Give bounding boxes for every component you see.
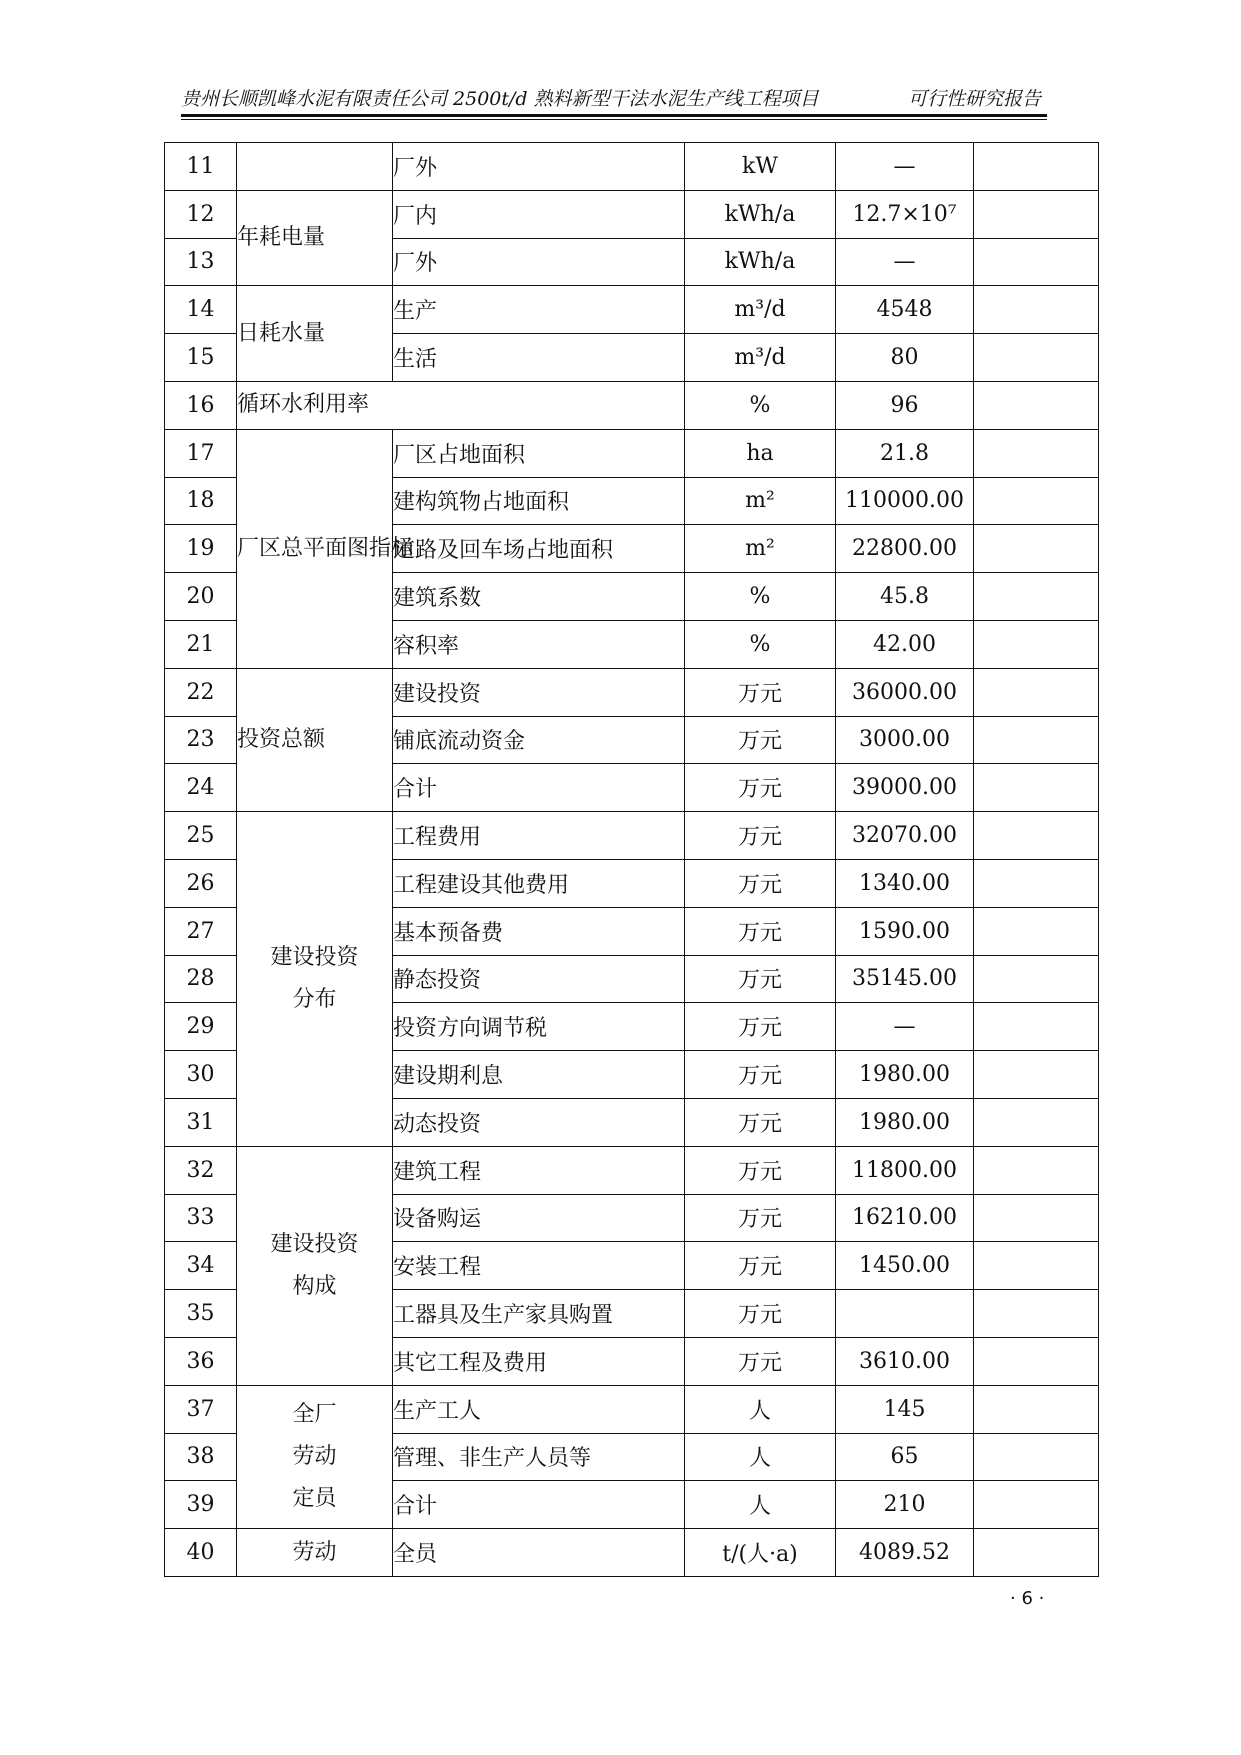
value-cell: 80 — [836, 334, 974, 382]
table-row — [165, 143, 1099, 191]
category-daily-water: 日耗水量 — [237, 286, 393, 382]
value-cell: 1450.00 — [836, 1242, 974, 1290]
unit-cell: 万元 — [685, 1337, 836, 1385]
unit-cell: kWh/a — [685, 190, 836, 238]
value-cell: — — [836, 143, 974, 191]
unit-cell: 万元 — [685, 764, 836, 812]
unit-cell: % — [685, 573, 836, 621]
unit-cell: 万元 — [685, 859, 836, 907]
unit-cell: 万元 — [685, 1290, 836, 1338]
note-cell — [974, 620, 1099, 668]
note-cell — [974, 1290, 1099, 1338]
unit-cell: % — [685, 381, 836, 429]
value-cell: 145 — [836, 1385, 974, 1433]
value-cell: — — [836, 1003, 974, 1051]
category-cell — [237, 143, 393, 191]
row-number: 12 — [165, 190, 237, 238]
item-cell: 厂外 — [393, 238, 685, 286]
note-cell — [974, 381, 1099, 429]
table-row — [165, 190, 1099, 238]
item-cell: 合计 — [393, 1481, 685, 1529]
value-cell: 3000.00 — [836, 716, 974, 764]
value-cell: 65 — [836, 1433, 974, 1481]
unit-cell: m³/d — [685, 334, 836, 382]
row-number: 30 — [165, 1051, 237, 1099]
value-cell: 12.7×10⁷ — [836, 190, 974, 238]
note-cell — [974, 429, 1099, 477]
item-cell: 道路及回车场占地面积 — [393, 525, 685, 573]
value-cell: 32070.00 — [836, 812, 974, 860]
value-cell: 210 — [836, 1481, 974, 1529]
item-cell: 建构筑物占地面积 — [393, 477, 685, 525]
unit-cell: 万元 — [685, 1146, 836, 1194]
unit-cell: 万元 — [685, 1051, 836, 1099]
item-cell: 静态投资 — [393, 955, 685, 1003]
value-cell: 35145.00 — [836, 955, 974, 1003]
value-cell: 16210.00 — [836, 1194, 974, 1242]
item-cell: 建设期利息 — [393, 1051, 685, 1099]
note-cell — [974, 859, 1099, 907]
value-cell: 110000.00 — [836, 477, 974, 525]
unit-cell: 万元 — [685, 1003, 836, 1051]
category-water-recycle: 循环水利用率 — [237, 381, 685, 429]
category-labor: 劳动 — [237, 1529, 393, 1577]
value-cell: 36000.00 — [836, 668, 974, 716]
value-cell: 21.8 — [836, 429, 974, 477]
value-cell: 22800.00 — [836, 525, 974, 573]
unit-cell: kW — [685, 143, 836, 191]
value-cell: 11800.00 — [836, 1146, 974, 1194]
item-cell: 工程建设其他费用 — [393, 859, 685, 907]
note-cell — [974, 812, 1099, 860]
unit-cell: m² — [685, 525, 836, 573]
note-cell — [974, 1242, 1099, 1290]
item-cell: 生活 — [393, 334, 685, 382]
row-number: 16 — [165, 381, 237, 429]
header-project-title: 贵州长顺凯峰水泥有限责任公司 2500t/d 熟料新型干法水泥生产线工程项目 — [181, 88, 819, 110]
item-cell: 其它工程及费用 — [393, 1337, 685, 1385]
note-cell — [974, 907, 1099, 955]
item-cell: 安装工程 — [393, 1242, 685, 1290]
note-cell — [974, 573, 1099, 621]
page-number: · 6 · — [1010, 1588, 1045, 1609]
item-cell: 建筑系数 — [393, 573, 685, 621]
note-cell — [974, 1529, 1099, 1577]
unit-cell: m³/d — [685, 286, 836, 334]
row-number: 40 — [165, 1529, 237, 1577]
table-row — [165, 1529, 1099, 1577]
project-indicator-table — [164, 142, 1099, 1577]
running-header — [181, 84, 1041, 112]
value-cell: — — [836, 238, 974, 286]
item-cell: 生产工人 — [393, 1385, 685, 1433]
item-cell: 厂外 — [393, 143, 685, 191]
unit-cell: 万元 — [685, 1242, 836, 1290]
row-number: 38 — [165, 1433, 237, 1481]
value-cell: 45.8 — [836, 573, 974, 621]
unit-cell: 万元 — [685, 955, 836, 1003]
row-number: 11 — [165, 143, 237, 191]
table-row — [165, 1146, 1099, 1194]
note-cell — [974, 764, 1099, 812]
note-cell — [974, 525, 1099, 573]
category-staffing — [237, 1385, 393, 1528]
note-cell — [974, 1433, 1099, 1481]
unit-cell: t/(人·a) — [685, 1529, 836, 1577]
table-row — [165, 668, 1099, 716]
row-number: 20 — [165, 573, 237, 621]
unit-cell: 人 — [685, 1481, 836, 1529]
note-cell — [974, 286, 1099, 334]
note-cell — [974, 477, 1099, 525]
unit-cell: 人 — [685, 1385, 836, 1433]
row-number: 39 — [165, 1481, 237, 1529]
value-cell: 1590.00 — [836, 907, 974, 955]
unit-cell: m² — [685, 477, 836, 525]
row-number: 21 — [165, 620, 237, 668]
item-cell: 生产 — [393, 286, 685, 334]
value-cell — [836, 1290, 974, 1338]
row-number: 22 — [165, 668, 237, 716]
row-number: 26 — [165, 859, 237, 907]
row-number: 36 — [165, 1337, 237, 1385]
category-investment-distribution-label: 建设投资分布 — [270, 944, 359, 1012]
unit-cell: 万元 — [685, 668, 836, 716]
unit-cell: 万元 — [685, 907, 836, 955]
value-cell: 42.00 — [836, 620, 974, 668]
value-cell: 39000.00 — [836, 764, 974, 812]
note-cell — [974, 238, 1099, 286]
value-cell: 3610.00 — [836, 1337, 974, 1385]
row-number: 32 — [165, 1146, 237, 1194]
item-cell: 建设投资 — [393, 668, 685, 716]
category-investment-composition — [237, 1146, 393, 1385]
category-annual-power: 年耗电量 — [237, 190, 393, 286]
item-cell: 铺底流动资金 — [393, 716, 685, 764]
row-number: 18 — [165, 477, 237, 525]
value-cell: 4548 — [836, 286, 974, 334]
table-row — [165, 812, 1099, 860]
item-cell: 基本预备费 — [393, 907, 685, 955]
row-number: 17 — [165, 429, 237, 477]
row-number: 29 — [165, 1003, 237, 1051]
category-staffing-label: 全厂劳动定员 — [292, 1401, 337, 1511]
note-cell — [974, 1194, 1099, 1242]
note-cell — [974, 1051, 1099, 1099]
unit-cell: kWh/a — [685, 238, 836, 286]
header-report-type: 可行性研究报告 — [907, 88, 1041, 110]
row-number: 25 — [165, 812, 237, 860]
unit-cell: 万元 — [685, 1098, 836, 1146]
item-cell: 投资方向调节税 — [393, 1003, 685, 1051]
note-cell — [974, 1481, 1099, 1529]
item-cell: 厂内 — [393, 190, 685, 238]
item-cell: 全员 — [393, 1529, 685, 1577]
table-row — [165, 1385, 1099, 1433]
header-rule-thin — [181, 119, 1047, 120]
value-cell: 1980.00 — [836, 1051, 974, 1099]
note-cell — [974, 955, 1099, 1003]
value-cell: 1980.00 — [836, 1098, 974, 1146]
value-cell: 1340.00 — [836, 859, 974, 907]
note-cell — [974, 1098, 1099, 1146]
note-cell — [974, 1003, 1099, 1051]
item-cell: 合计 — [393, 764, 685, 812]
table-row — [165, 286, 1099, 334]
row-number: 31 — [165, 1098, 237, 1146]
note-cell — [974, 1385, 1099, 1433]
unit-cell: % — [685, 620, 836, 668]
note-cell — [974, 143, 1099, 191]
note-cell — [974, 1146, 1099, 1194]
row-number: 27 — [165, 907, 237, 955]
note-cell — [974, 716, 1099, 764]
row-number: 35 — [165, 1290, 237, 1338]
header-rule — [181, 114, 1047, 117]
unit-cell: 万元 — [685, 716, 836, 764]
unit-cell: 万元 — [685, 812, 836, 860]
row-number: 15 — [165, 334, 237, 382]
category-investment-composition-label: 建设投资构成 — [270, 1231, 359, 1299]
row-number: 24 — [165, 764, 237, 812]
unit-cell: 万元 — [685, 1194, 836, 1242]
row-number: 34 — [165, 1242, 237, 1290]
note-cell — [974, 190, 1099, 238]
value-cell: 96 — [836, 381, 974, 429]
item-cell: 设备购运 — [393, 1194, 685, 1242]
category-investment-total: 投资总额 — [237, 668, 393, 811]
row-number: 33 — [165, 1194, 237, 1242]
row-number: 19 — [165, 525, 237, 573]
row-number: 14 — [165, 286, 237, 334]
item-cell: 动态投资 — [393, 1098, 685, 1146]
row-number: 13 — [165, 238, 237, 286]
item-cell: 工程费用 — [393, 812, 685, 860]
row-number: 37 — [165, 1385, 237, 1433]
category-site-plan: 厂区总平面图指标 — [237, 429, 393, 668]
table-row — [165, 381, 1099, 429]
unit-cell: 人 — [685, 1433, 836, 1481]
item-cell: 厂区占地面积 — [393, 429, 685, 477]
unit-cell: ha — [685, 429, 836, 477]
category-investment-distribution — [237, 812, 393, 1147]
note-cell — [974, 668, 1099, 716]
item-cell: 建筑工程 — [393, 1146, 685, 1194]
row-number: 28 — [165, 955, 237, 1003]
item-cell: 管理、非生产人员等 — [393, 1433, 685, 1481]
item-cell: 容积率 — [393, 620, 685, 668]
row-number: 23 — [165, 716, 237, 764]
item-cell: 工器具及生产家具购置 — [393, 1290, 685, 1338]
table-row — [165, 429, 1099, 477]
value-cell: 4089.52 — [836, 1529, 974, 1577]
note-cell — [974, 1337, 1099, 1385]
note-cell — [974, 334, 1099, 382]
